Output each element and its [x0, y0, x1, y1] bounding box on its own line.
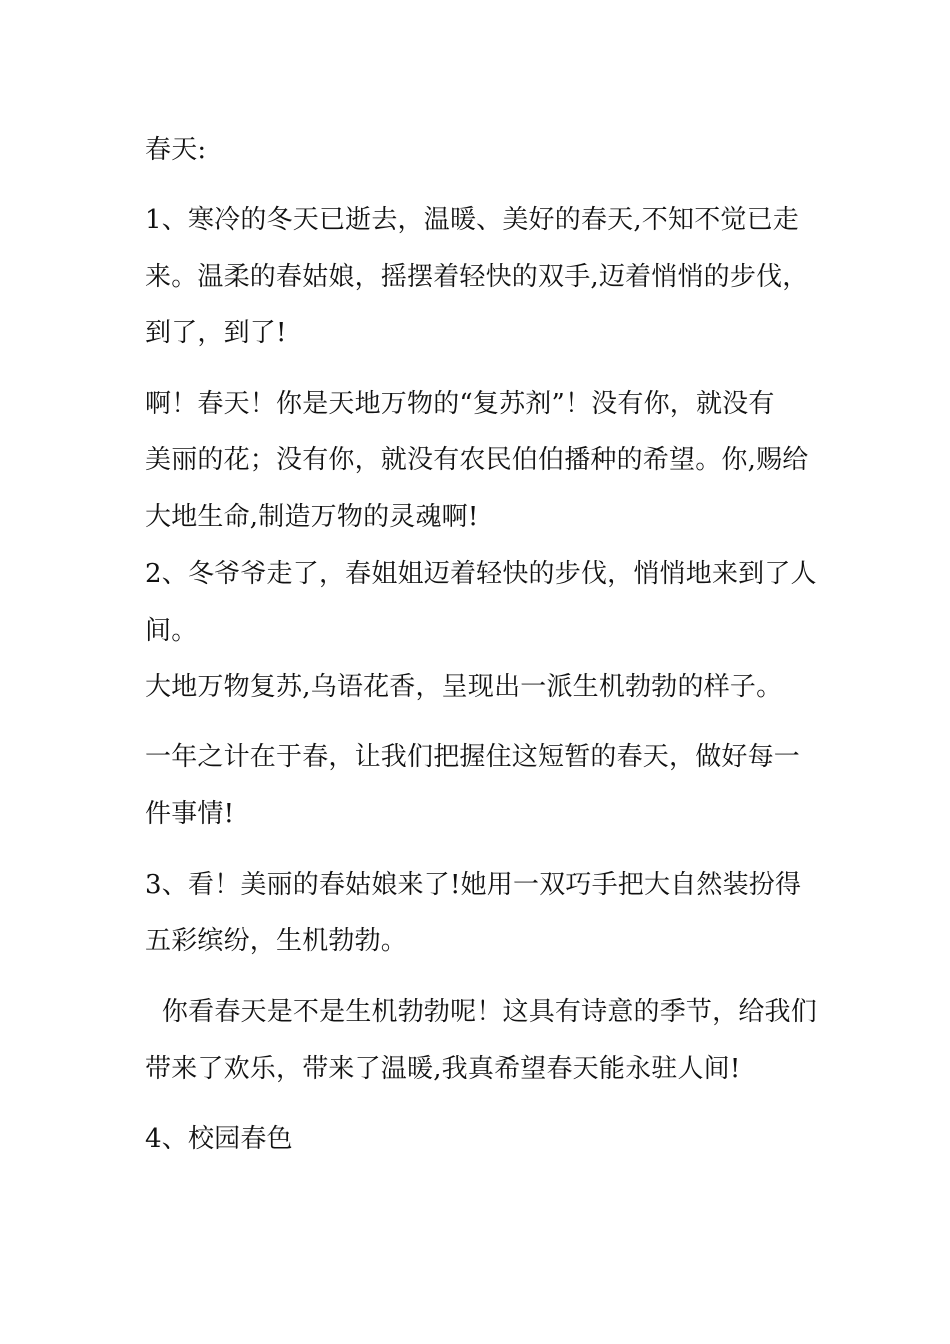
text-line: 3、看！美丽的春姑娘来了!她用一双巧手把大自然装扮得 [145, 870, 802, 900]
text-line: 2、冬爷爷走了，春姐姐迈着轻快的步伐，悄悄地来到了人 [145, 559, 817, 589]
text-line: 你看春天是不是生机勃勃呢！这具有诗意的季节，给我们 [145, 997, 817, 1027]
text-line: 春天: [145, 135, 207, 165]
text-line: 到了，到了! [145, 318, 287, 348]
text-line: 带来了欢乐，带来了温暖,我真希望春天能永驻人间! [145, 1054, 741, 1084]
text-line: 件事情! [145, 799, 235, 829]
text-line: 大地生命,制造万物的灵魂啊! [145, 502, 479, 532]
text-line: 五彩缤纷，生机勃勃。 [145, 926, 408, 956]
text-line: 来。温柔的春姑娘，摇摆着轻快的双手,迈着悄悄的步伐， [145, 262, 809, 292]
text-line: 间。 [145, 616, 198, 646]
text-line: 美丽的花；没有你，就没有农民伯伯播种的希望。你,赐给 [145, 445, 809, 475]
text-line: 啊！春天！你是天地万物的“复苏剂”！没有你，就没有 [145, 389, 775, 419]
text-line: 4、校园春色 [145, 1124, 293, 1154]
text-line: 大地万物复苏,乌语花香，呈现出一派生机勃勃的样子。 [145, 672, 783, 702]
text-line: 一年之计在于春，让我们把握住这短暂的春天，做好每一 [145, 742, 801, 772]
text-line: 1、寒冷的冬天已逝去，温暖、美好的春天,不知不觉已走 [145, 205, 800, 235]
